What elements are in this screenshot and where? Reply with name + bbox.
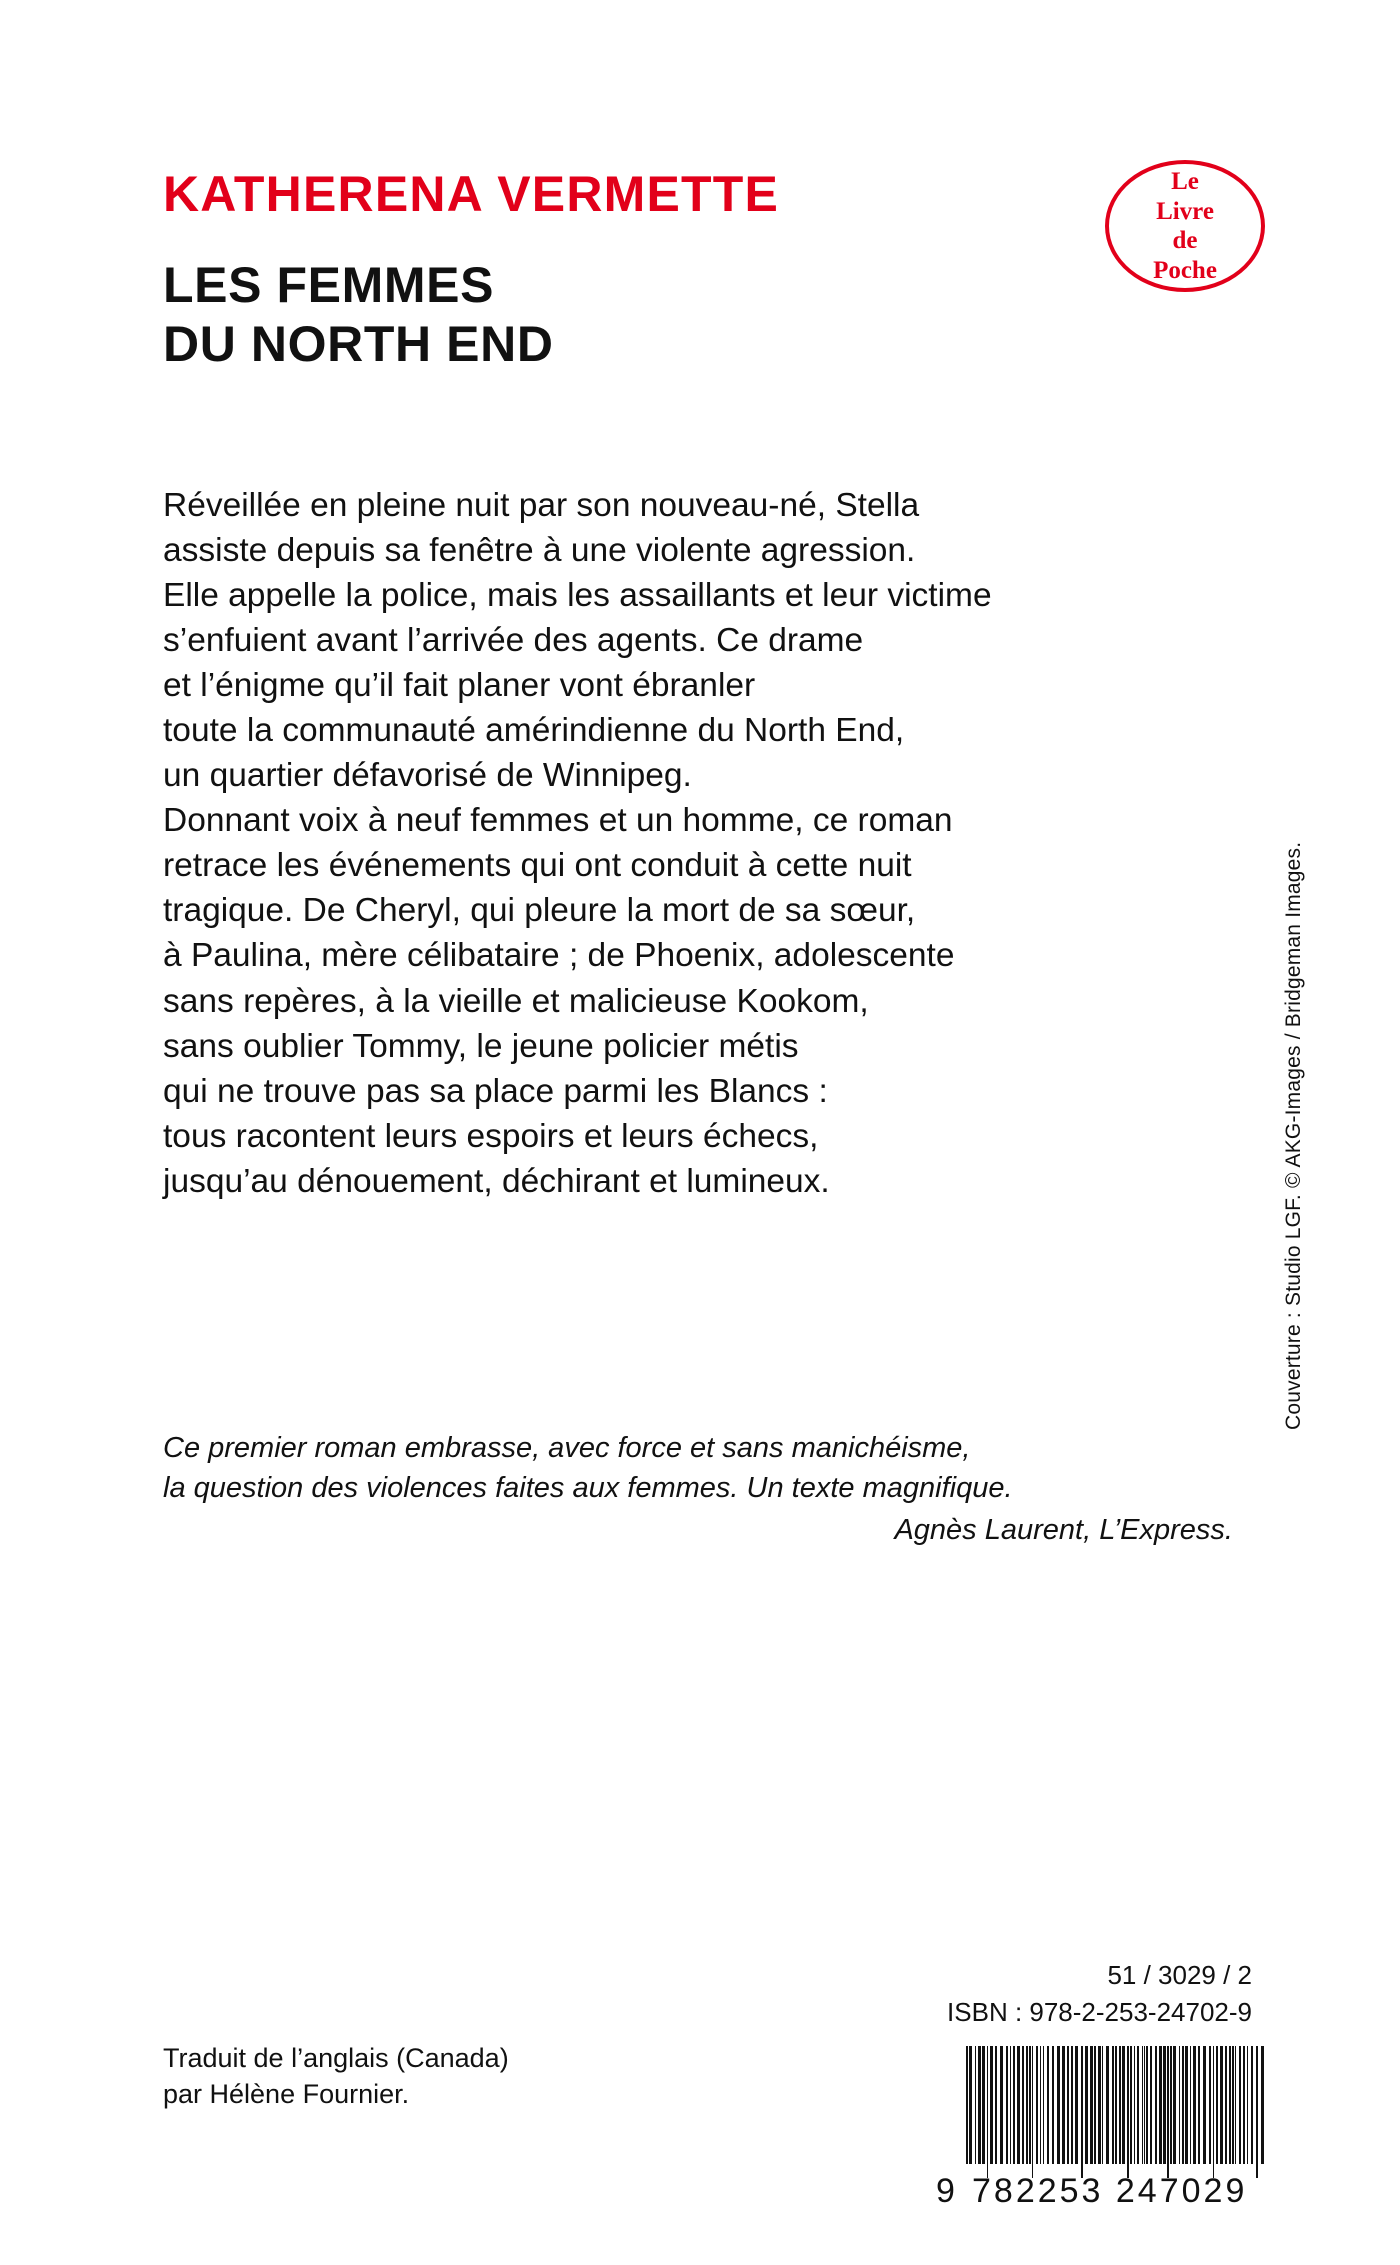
translator-note [163,2041,509,2113]
barcode-bar [1057,2046,1060,2164]
barcode-bar [1256,2046,1258,2178]
barcode-bar [1243,2046,1245,2164]
barcode-bar [1085,2046,1088,2164]
barcode-bar [1216,2046,1218,2164]
barcode-bar [1163,2046,1166,2164]
barcode-bar [966,2046,968,2164]
catalog-reference: 51 / 3029 / 2 [1107,1960,1252,1990]
barcode-bar [1006,2046,1008,2164]
blurb-line: tous racontent leurs espoirs et leurs échecs, [163,1117,819,1155]
barcode-bar [1017,2046,1020,2164]
barcode-bar [1220,2046,1223,2164]
barcode-bar [1115,2046,1117,2164]
blurb-line: toute la communauté amérindienne du North End, [163,712,905,750]
barcode-bar [1062,2046,1065,2164]
blurb-line: à Paulina, mère célibataire ; de Phoenix, adolescente [163,937,955,975]
blurb-line: Réveillée en pleine nuit par son nouveau-né, Stella [163,487,920,524]
press-quote [163,1428,1233,1550]
blurb-text [163,483,1253,1204]
translator-line: Traduit de l’anglais (Canada) [163,2043,509,2073]
barcode-bar [1167,2046,1169,2178]
press-quote-credit: Agnès Laurent, L’Express. [894,1514,1233,1547]
author-name: KATHERENA VERMETTE [163,166,780,222]
barcode-bar [1170,2046,1172,2164]
barcode-bar [1173,2046,1176,2164]
blurb-line: assiste depuis sa fenêtre à une violente agression. [163,532,916,570]
barcode-bar [1134,2046,1135,2164]
barcode-bar [1193,2046,1196,2164]
barcode-bar [1146,2046,1148,2164]
blurb-line: un quartier défavorisé de Winnipeg. [163,757,692,795]
barcode-bar [1142,2046,1143,2164]
barcode-bar [1213,2046,1214,2178]
barcode-bar [978,2046,981,2164]
cover-credit: Couverture : Studio LGF. © AKG-Images / Bridgeman Images. [1282,841,1305,1430]
barcode-bar [1119,2046,1121,2164]
barcode-bar [1209,2046,1211,2164]
barcode-bar [1122,2046,1125,2164]
barcode-bar [1185,2046,1188,2164]
blurb-line: sans repères, à la vieille et malicieuse Kookom, [163,982,869,1020]
barcode-bar [1094,2046,1096,2164]
blurb-line: Donnant voix à neuf femmes et un homme, ce roman [163,802,953,840]
barcode-bar [1155,2046,1157,2164]
catalog-codes [947,1957,1252,2031]
barcode [936,2046,1266,2216]
barcode-bar [1043,2046,1044,2164]
barcode-bar [1067,2046,1069,2164]
barcode-bar [1203,2046,1206,2164]
blurb-line: s’enfuient avant l’arrivée des agents. Ce drame [163,622,864,660]
barcode-bar [1047,2046,1049,2164]
barcode-bar [1052,2046,1054,2164]
barcode-bar [1090,2046,1093,2164]
barcode-bar [1130,2046,1132,2164]
barcode-bar [1098,2046,1101,2164]
barcode-bar [1261,2046,1264,2164]
barcode-bar [1032,2046,1033,2178]
barcode-bar [1137,2046,1139,2164]
blurb-line: et l’énigme qu’il fait planer vont ébranler [163,667,756,705]
book-title-line-2: DU NORTH END [163,316,554,372]
publisher-logo-line-2: Livre [1156,197,1214,225]
barcode-bar [1232,2046,1234,2164]
barcode-bar [1179,2046,1180,2164]
barcode-bar [975,2046,976,2164]
blurb-line: sans oublier Tommy, le jeune policier métis [163,1027,799,1065]
press-quote-line: la question des violences faites aux femmes. Un texte magnifique. [163,1472,1013,1505]
barcode-bar [1159,2046,1162,2164]
barcode-bar [1106,2046,1109,2164]
barcode-bar [969,2046,972,2164]
blurb-line: tragique. De Cheryl, qui pleure la mort de sa sœur, [163,892,916,930]
publisher-logo-line-1: Le [1171,168,1199,195]
barcode-bar [1036,2046,1038,2164]
barcode-lead-digit: 9 [936,2172,958,2210]
barcode-bar [1022,2046,1024,2164]
barcode-bar [1235,2046,1236,2164]
barcode-bar [1112,2046,1114,2164]
barcode-bar [1144,2046,1145,2164]
isbn-text: ISBN : 978-2-253-24702-9 [947,1996,1252,2027]
barcode-bar [990,2046,993,2164]
blurb-line: qui ne trouve pas sa place parmi les Blancs : [163,1072,828,1110]
blurb-line: jusqu’au dénouement, déchirant et lumineux. [163,1162,830,1200]
publisher-logo-text [1105,160,1265,292]
blurb-line: Elle appelle la police, mais les assaillants et leur victime [163,577,992,615]
barcode-bar [1190,2046,1191,2164]
book-title [163,256,554,374]
barcode-bar [1225,2046,1227,2164]
barcode-bar [1102,2046,1103,2164]
barcode-bar [1198,2046,1200,2164]
barcode-bar [1127,2046,1129,2178]
barcode-bar [1081,2046,1083,2178]
book-title-line-1: LES FEMMES [163,257,495,313]
barcode-bar [1229,2046,1231,2164]
barcode-bar [1251,2046,1253,2164]
blurb-paragraph [163,483,1253,1204]
barcode-bar [1182,2046,1185,2164]
barcode-bar [1247,2046,1248,2164]
barcode-bar [1239,2046,1241,2164]
barcode-bar [1040,2046,1042,2164]
barcode-bar [1000,2046,1003,2164]
barcode-main-digits: 782253 247029 [972,2172,1248,2210]
barcode-bar [1026,2046,1028,2164]
barcode-bar [1029,2046,1031,2164]
publisher-logo-line-3: de [1172,227,1198,254]
barcode-bar [1013,2046,1015,2164]
barcode-bars [966,2046,1266,2178]
barcode-bar [1010,2046,1011,2164]
publisher-logo-line-4: Poche [1153,256,1217,284]
barcode-bar [1071,2046,1073,2164]
barcode-bar [1075,2046,1078,2164]
press-quote-line: Ce premier roman embrasse, avec force et sans manichéisme, [163,1432,971,1464]
translator-line: par Hélène Fournier. [163,2078,410,2109]
barcode-bar [1150,2046,1152,2164]
barcode-bar [995,2046,997,2164]
blurb-line: retrace les événements qui ont conduit à cette nuit [163,847,912,885]
barcode-bar [982,2046,985,2164]
barcode-bar [987,2046,988,2178]
publisher-logo [1105,160,1265,292]
